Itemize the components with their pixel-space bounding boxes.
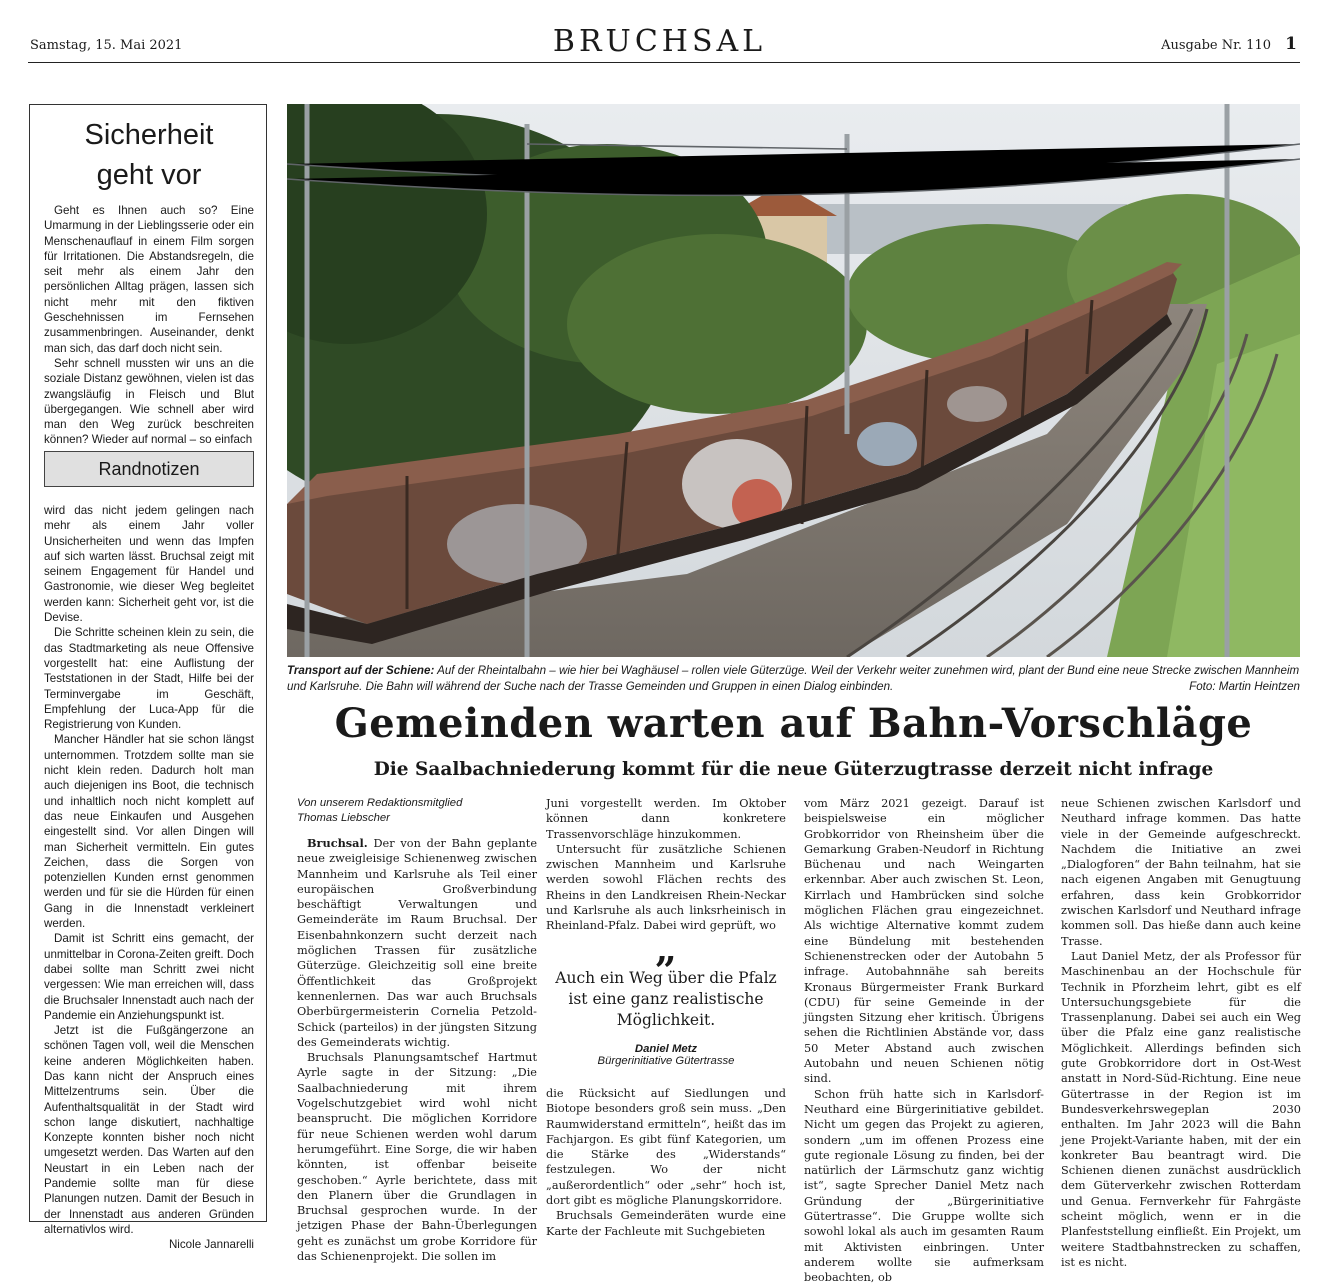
pull-quote <box>546 926 786 1067</box>
article-byline <box>297 796 537 826</box>
quote-text: Auch ein Weg über die Pfalz ist eine ganz realistische Möglichkeit. <box>555 969 777 1029</box>
sidebar-title <box>30 115 268 195</box>
article-column-2-bottom <box>546 1086 786 1239</box>
sidebar-text-top <box>44 203 254 448</box>
article-paragraph <box>297 836 537 1050</box>
sidebar-column <box>29 104 267 1252</box>
caption-lead: Transport auf der Schiene: <box>287 664 435 677</box>
sidebar-paragraph: Die Schritte scheinen klein zu sein, die das Stadtmarketing als neue Offensive vorgestellt hat: eine Auflistung der Teststationen in der Stadt, Hilfe bei der Terminvergabe im Geschäft, Empfehlung der Luca-App für die Registrierung von Kunden. <box>44 626 254 732</box>
issue-number: Ausgabe Nr. 110 <box>1161 38 1271 53</box>
header-rule <box>28 62 1300 63</box>
article-paragraph: Bruchsals Planungsamtschef Hartmut Ayrle sagte in der Sitzung: „Die Saalbachniederung mit ihrem Vogelschutzgebiet wird wohl nicht beansprucht. Die möglichen Korridore für neue Schienen werden wohl darum herumgeführt. Eine Sorge, die wir haben könnten, ist offenbar beiseite geschoben.“ Ayrle berichtete, dass mit den Planern über die Grundlagen in Bruchsal gesprochen wurde. In der jetzigen Phase der Bahn-Überlegungen geht es zunächst um grobe Korridore für das Schienenprojekt. Die sollen im <box>297 1051 537 1264</box>
sidebar-title-line1: Sicherheit <box>84 119 214 151</box>
quote-attribution-name: Daniel Metz <box>634 1043 698 1055</box>
quote-mark: „ <box>655 926 677 971</box>
article-column-1 <box>297 836 537 1264</box>
article-paragraph: Bruchsals Gemeinderäten wurde eine Karte der Fachleute mit Suchgebieten <box>546 1209 786 1238</box>
byline-author: Thomas Liebscher <box>297 812 390 824</box>
quote-attribution-org: Bürgerinitiative Gütertrasse <box>597 1055 735 1067</box>
sidebar-author: Nicole Jannarelli <box>168 1238 254 1252</box>
byline-role: Von unserem Redaktionsmitglied <box>297 797 463 809</box>
issue-date: Samstag, 15. Mai 2021 <box>30 38 183 53</box>
sidebar-text-bottom <box>44 503 254 1253</box>
sidebar-paragraph: Damit ist Schritt eins gemacht, der unmittelbar in Corona-Zeiten greift. Doch dabei sollte man Schritt zwei nicht vergessen: Wie man erreichen will, dass die Bruchsaler Innenstadt auch nach der Pandemie ein Anziehungspunkt ist. <box>44 932 254 1022</box>
sidebar-paragraph: Geht es Ihnen auch so? Eine Umarmung in der Lieblingsserie oder ein Menschenauflauf in einem Film sorgen für Irritationen. Die Abstandsregeln, die seit mehr als einem Jahr den persönlichen Alltag prägen, lassen sich nicht mehr mit den fiktiven Geschehnissen im Fernsehen zusammenbringen. Auseinander, denkt man sich, das darf doch nicht sein. <box>44 204 254 355</box>
randnotizen-label-box: Randnotizen <box>44 451 254 487</box>
photo-credit: Foto: Martin Heintzen <box>1189 680 1300 693</box>
article-column-2-top <box>546 796 786 934</box>
article-paragraph: vom März 2021 gezeigt. Darauf ist beispielsweise ein möglicher Grobkorridor von Rheinsheim über die Gemarkung Graben-Neudorf in Richtung Büchenau und nach Weingarten erkennbar. Aber auch zwischen St. Leon, Kirrlach und Hambrücken sind solche möglichen Flächen grau eingezeichnet. Als wichtige Alternative kommt zudem eine Bündelung mit bestehenden Schienenstrecken oder der Autobahn 5 infrage. Autobahnnähe sah bereits Kronaus Bürgermeister Frank Burkard (CDU) für seine Gemeinde in der jüngsten Sitzung eher kritisch. Übrigens sehen die Richtlinien Abstände vor, dass 50 Meter Abstand auch zwischen Autobahn und neuen Schienen nötig sind. <box>804 797 1044 1086</box>
caption-text: Auf der Rheintalbahn – wie hier bei Waghäusel – rollen viele Güterzüge. Weil der Verkehr weiter zunehmen wird, plant der Bund eine neue Strecke zwischen Mannheim und Karlsruhe. Die Bahn will während der Suche nach der Trasse Gemeinden und Gruppen in einen Dialog einbinden. <box>287 664 1300 693</box>
photo-caption <box>287 663 1300 695</box>
article-subheadline: Die Saalbachniederung kommt für die neue Güterzugtrasse derzeit nicht infrage <box>373 759 1214 780</box>
sidebar-paragraph: wird das nicht jedem gelingen nach mehr als einem Jahr voller Unsicherheiten und wenn das Impfen auf sich warten lässt. Bruchsal zeigt mit seinem Engagement für Handel und Gastronomie, wie dieser Weg begleitet werden kann: Sicherheit geht vor, ist die Devise. <box>44 504 254 625</box>
sidebar-paragraph: Mancher Händler hat sie schon längst unternommen. Trotzdem sollte man sie nicht klein reden. Dadurch holt man auch diejenigen ins Boot, die technisch und inhaltlich noch nicht komplett auf das neue Einkaufen und Ausgehen eingestellt sind. Vor allen Dingen will man Sicherheit vermitteln. Ein gutes Zeichen, dass die Sorgen von potenziellen Kunden ernst genommen werden und für sie die Hürden für einen Gang in die Innenstadt verkleinert werden. <box>44 733 254 931</box>
article-paragraph: Untersucht für zusätzliche Schienen zwischen Mannheim und Karlsruhe werden sowohl Flächen rechts des Rheins in den Landkreisen Rhein-Neckar und Karlsruhe als auch linksrheinisch in Rheinland-Pfalz. Dabei wird geprüft, wo <box>546 842 786 933</box>
article-headline: Gemeinden warten auf Bahn-Vorschläge <box>334 700 1253 747</box>
page-number: 1 <box>1285 34 1297 54</box>
article-column-4 <box>1061 796 1301 1270</box>
sidebar-title-line2: geht vor <box>96 159 202 191</box>
section-title: BRUCHSAL <box>552 24 767 59</box>
dateline: Bruchsal. <box>307 836 368 850</box>
article-column-3 <box>804 796 1044 1286</box>
sidebar-paragraph: Jetzt ist die Fußgängerzone an schönen Tagen voll, weil die Menschen keine anderen Möglichkeiten haben. Das kann nicht der Anspruch eines Mittelzentrums sein. Über die Aufenthaltsqualität in der Stadt wird schon lange diskutiert, nachhaltige Konzepte konnten bisher noch nicht umgesetzt werden. Das Warten auf den Neustart in ein Leben nach der Pandemie sollte man für diese Planungen nutzen. Damit der Besuch in der Innenstadt aus anderen Gründen alternativlos wird. <box>44 1024 254 1236</box>
sidebar-paragraph: Sehr schnell mussten wir uns an die soziale Distanz gewöhnen, vielen ist das zwangsläufig in Fleisch und Blut übergegangen. Wie schnell aber wird man den Weg zurück beschreiten können? Wieder auf normal – so einfach <box>44 356 254 447</box>
train-photo <box>287 104 1300 657</box>
article-paragraph: neue Schienen zwischen Karlsdorf und Neuthard infrage kommen. Das hatte viele in der Gemeinde aufgeschreckt. Nachdem die Initiative an zwei „Dialogforen“ der Bahn teilnahm, hat sie nach eigenen Angaben mit Genugtuung erfahren, dass kein Grobkorridor zwischen Karlsdorf und Neuthard infrage kommen soll. Das hieße dann auch keine Trasse. <box>1061 797 1301 948</box>
article-paragraph: Juni vorgestellt werden. Im Oktober können dann konkretere Trassenvorschläge hinzukommen. <box>546 797 786 841</box>
paragraph-text: Der von der Bahn geplante neue zweigleisige Schienenweg zwischen Mannheim und Karlsruhe als Teil einer europäischen Großverbindung beschäftigt Verwaltungen und Gemeinderäte im Raum Bruchsal. Der Eisenbahnkonzern sucht derzeit nach möglichen Trassen für zusätzliche Güterzüge. Gleichzeitig soll eine breite Öffentlichkeit das Großprojekt kennenlernen. Das war auch Bruchsals Oberbürgermeisterin Cornelia Petzold-Schick (parteilos) in der jüngsten Sitzung des Gemeinderats wichtig. <box>297 837 538 1049</box>
article-paragraph: Schon früh hatte sich in Karlsdorf-Neuthard eine Bürgerinitiative gebildet. Nicht um gegen das Projekt zu agieren, sondern „um im offenen Prozess eine gute regionale Lösung zu finden, bei der natürlich der Lärmschutz ganz wichtig ist“, sagte Sprecher Daniel Metz nach Gründung der „Bürgerinitiative Gütertrasse“. Die Gruppe wollte sich sowohl lokal als auch im gesamten Raum mit Aktivisten einbringen. Unter anderem wollte sie aufmerksam beobachten, ob <box>804 1087 1044 1285</box>
article-paragraph: Laut Daniel Metz, der als Professor für Maschinenbau an der Hochschule für Technik in Pforzheim lehrt, gibt es elf Untersuchungsgebiete für die Trassenplanung. Dabei sei auch ein Weg über die Pfalz eine ganz realistische Möglichkeit. Allerdings befinden sich gute Grobkorridore dort in Ost-West anstatt in Nord-Süd-Richtung. Eine neue Gütertrasse in der Region ist im Bundesverkehrswegeplan 2030 enthalten. Im Jahr 2023 will die Bahn jene Projekt-Variante haben, mit der ein konkreter Bau beantragt wird. Die Schienen dienen zunächst ausdrücklich dem Güterverkehr zwischen Rotterdam und Genua. Fernverkehr für Fahrgäste scheint möglich, wenn er in die Planfeststellung einfließt. Ein Projekt, um weitere Stadtbahnstrecken zu schaffen, ist es nicht. <box>1061 949 1301 1269</box>
article-paragraph: die Rücksicht auf Siedlungen und Biotope besonders groß sein muss. „Den Raumwiderstand ermitteln“, heißt das im Fachjargon. Es gibt fünf Kategorien, um die Stärke des „Widerstands“ festzulegen. Wo der nicht „außerordentlich“ oder „sehr“ hoch ist, dort gibt es mögliche Planungskorridore. <box>546 1087 786 1208</box>
